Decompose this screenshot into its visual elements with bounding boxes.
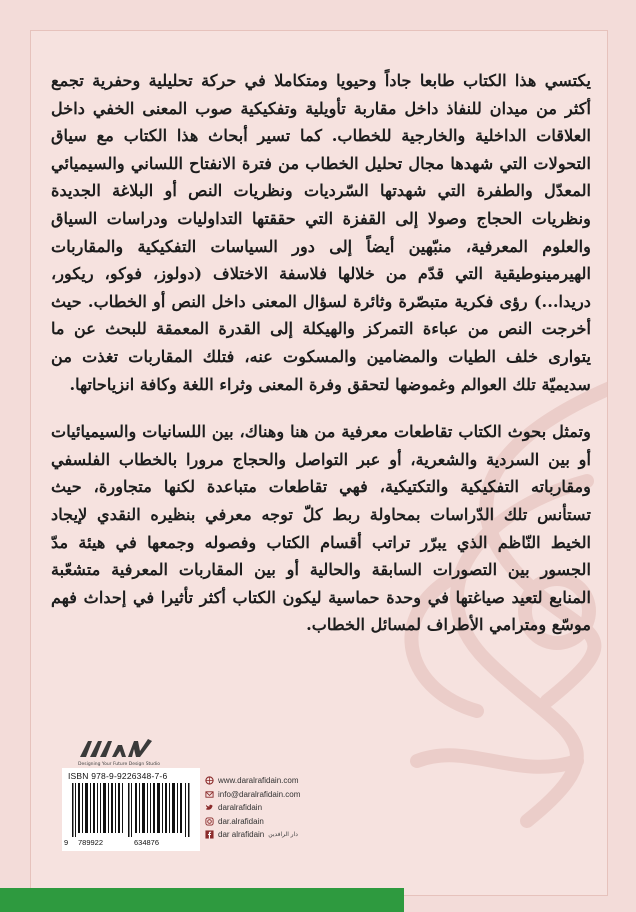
contact-instagram[interactable]: dar.alrafidain <box>205 815 405 829</box>
contact-website[interactable]: www.daralrafidain.com <box>205 774 405 788</box>
contact-facebook[interactable]: dar alrafidain دار الرافدين <box>205 828 405 842</box>
paragraph-1: يكتسي هذا الكتاب طابعا جاداً وحيويا ومتكاملا في حركة تحليلية وحفرية تجمع أكثر من ميدان للنفاذ داخل مقاربة تأويلية وتفكيكية صوب المعنى الخفي داخل العلاقات الداخلية والخارجية للخطاب. كما تسير أبحاث هذا الكتاب مع سياق التحولات التي شهدها مجال تحليل الخطاب من فترة الانفتاح اللساني والسيميائي المعدّل والطفرة التي شهدتها السّرديات ونظريات النص أو البلاغة الجديدة ونظريات الحجاج وصولا إلى القفزة التي حققتها التداوليات ودراسات السياق والعلوم المعرفية، منبّهين أيضاً إلى دور السياسات التفكيكية والمقاربات الهيرمينوطيقية التي قدّم من خلالها فلاسفة الاختلاف (دولوز، فوكو، ريكور، دريدا...) رؤى فكرية متبصّرة وثائرة لسؤال المعنى داخل النص أو الخطاب. حيث أخرجت النص من عباءة التمركز والهيكلة إلى القدرة المعمقة للبحث عن ما يتوارى خلف الطيات والمضامين والمسكوت عنه، فتلك المقاربات تغذت من سديميّة تلك العوالم وغموضها لتحقق وفرة المعنى وثراء اللغة وكافة انزياحاتها. <box>51 71 591 394</box>
logo-mark-icon <box>78 737 168 761</box>
body-text <box>51 67 591 639</box>
instagram-icon <box>205 817 214 826</box>
publisher-logo <box>78 737 188 771</box>
barcode-digits-left: 789922 <box>78 838 104 847</box>
contact-twitter[interactable]: daralrafidain <box>205 801 405 815</box>
logo-tagline: Designing Your Future Design Studio <box>78 762 161 767</box>
publisher-contacts <box>205 774 405 842</box>
barcode-digit-first: 9 <box>64 838 69 847</box>
globe-icon <box>205 776 214 785</box>
barcode-box <box>62 768 200 851</box>
facebook-icon <box>205 830 214 839</box>
isbn-text: ISBN 978-9-9226348-7-6 <box>68 771 168 781</box>
envelope-icon <box>205 790 214 799</box>
contact-email[interactable]: info@daralrafidain.com <box>205 788 405 802</box>
green-spine-strip <box>0 888 404 912</box>
facebook-arabic-name: دار الرافدين <box>268 832 298 839</box>
barcode-digits-right: 634876 <box>134 838 160 847</box>
twitter-icon <box>205 803 214 812</box>
paragraph-2: وتمثل بحوث الكتاب تقاطعات معرفية من هنا وهناك، بين اللسانيات والسيميائيات أو بين السردية والشعرية، أو عبر التواصل والحجاج مرورا بالخطاب الفلسفي ومقارباته التفكيكية والتكتيكية، فهي تقاطعات متباعدة لكنها متجاورة، حيث تستأنس تلك الدّراسات بمحاولة ربط كلّ توجه معرفي بنظيره النقدي لإيجاد الخيط النّاظم الذي يبرّر تراتب أقسام الكتاب وفصوله وجمعها في هيئة مدّ الجسور بين التصورات السابقة والحالية أو بين المقاربات المعرفية متشعّبة المنابع لتعيد صياغتها في وحدة حماسية ليكون الكتاب أكثر تأثيرا في إحداث فهم موسّع ومترامي الأطراف لمسائل الخطاب. <box>51 422 591 635</box>
barcode-icon <box>72 783 190 837</box>
